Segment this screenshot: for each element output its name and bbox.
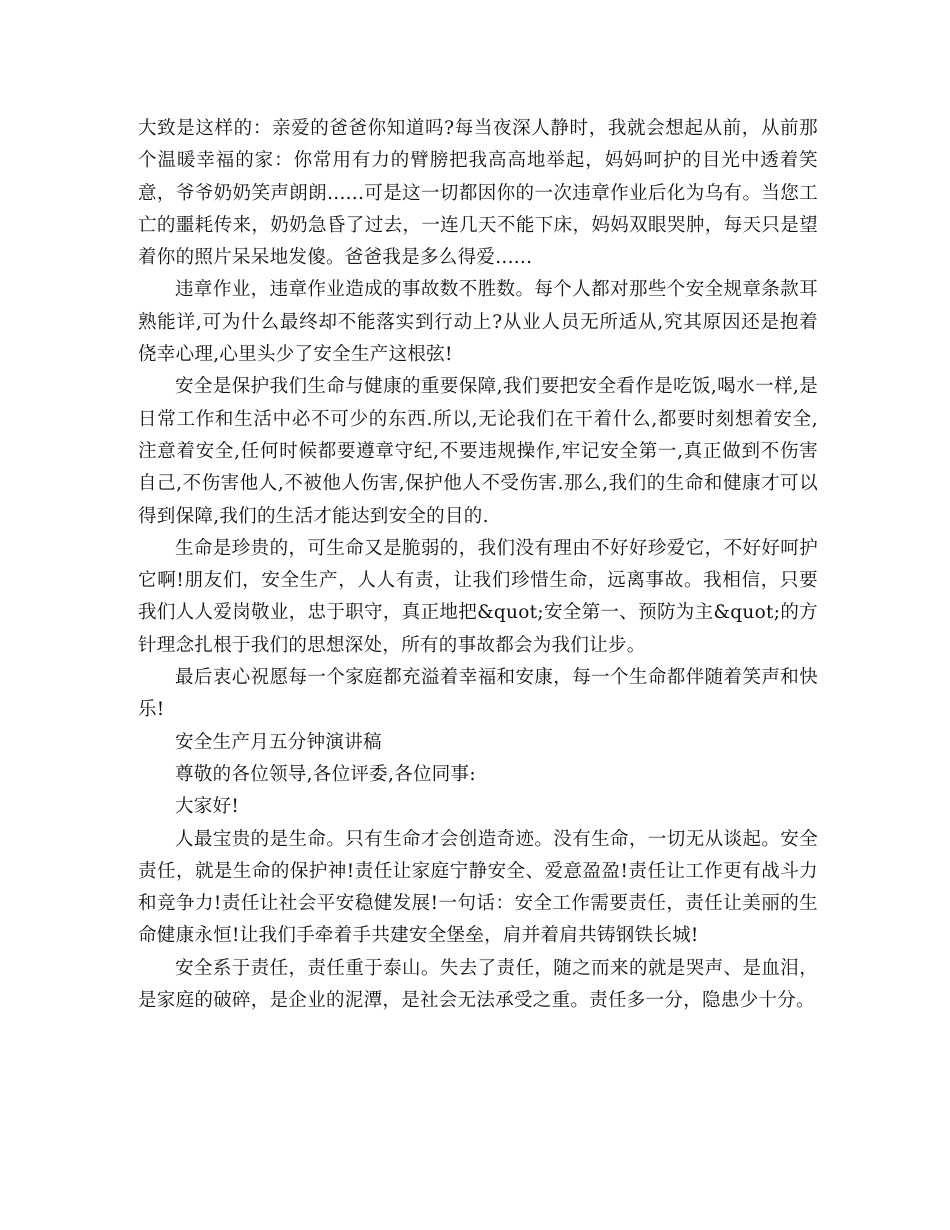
document-body — [138, 113, 818, 1017]
paragraph: 人最宝贵的是生命。只有生命才会创造奇迹。没有生命，一切无从谈起。安全责任，就是生命的保护神!责任让家庭宁静安全、爱意盈盈!责任让工作更有战斗力和竞争力!责任让社会平安稳健发展!一句话：安全工作需要责任，责任让美丽的生命健康永恒!让我们手牵着手共建安全堡垒，肩并着肩共铸钢铁长城! — [138, 828, 818, 947]
section-title: 安全生产月五分钟演讲稿 — [175, 731, 382, 753]
greeting: 大家好! — [175, 796, 240, 818]
salutation: 尊敬的各位领导,各位评委,各位同事: — [175, 763, 476, 785]
paragraph: 违章作业，违章作业造成的事故数不胜数。每个人都对那些个安全规章条款耳熟能详,可为什么最终却不能落实到行动上?从业人员无所适从,究其原因还是抱着侥幸心理,心里头少了安全生产这根弦! — [138, 279, 818, 366]
paragraph: 安全是保护我们生命与健康的重要保障,我们要把安全看作是吃饭,喝水一样,是日常工作和生活中必不可少的东西.所以,无论我们在干着什么,都要时刻想着安全,注意着安全,任何时候都要遵章守纪,不要违规操作,牢记安全第一,真正做到不伤害自己,不伤害他人,不被他人伤害,保护他人不受伤害.那么,我们的生命和健康才可以得到保障,我们的生活才能达到安全的目的. — [138, 376, 818, 527]
paragraph: 安全系于责任，责任重于泰山。失去了责任，随之而来的就是哭声、是血泪，是家庭的破碎，是企业的泥潭，是社会无法承受之重。责任多一分，隐患少十分。 — [138, 957, 818, 1012]
paragraph: 最后衷心祝愿每一个家庭都充溢着幸福和安康，每一个生命都伴随着笑声和快乐! — [138, 667, 818, 721]
paragraph: 生命是珍贵的，可生命又是脆弱的，我们没有理由不好好珍爱它，不好好呵护它啊!朋友们，安全生产，人人有责，让我们珍惜生命，远离事故。我相信，只要我们人人爱岗敬业，忠于职守，真正地把&quot;安全第一、预防为主&quot;的方针理念扎根于我们的思想深处，所有的事故都会为我们让步。 — [138, 537, 818, 656]
paragraph: 大致是这样的：亲爱的爸爸你知道吗?每当夜深人静时，我就会想起从前，从前那个温暖幸福的家：你常用有力的臂膀把我高高地举起，妈妈呵护的目光中透着笑意，爷爷奶奶笑声朗朗......可是这一切都因你的一次违章作业后化为乌有。当您工亡的噩耗传来，奶奶急昏了过去，一连几天不能下床，妈妈双眼哭肿，每天只是望着你的照片呆呆地发傻。爸爸我是多么得爱...... — [138, 118, 818, 269]
